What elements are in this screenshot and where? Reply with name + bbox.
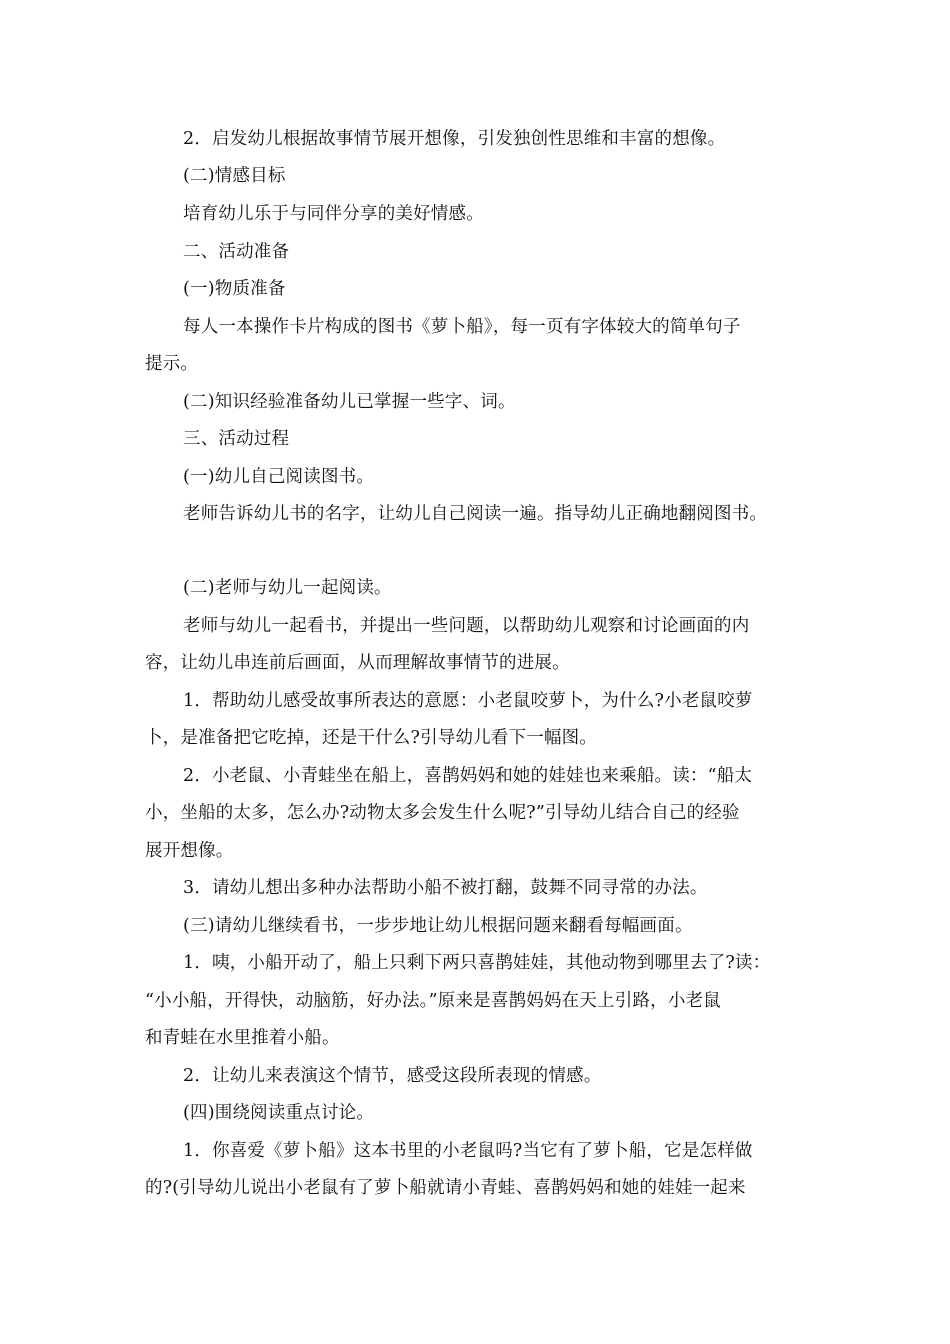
- paragraph-line: 2．让幼儿来表演这个情节，感受这段所表现的情感。: [183, 1066, 602, 1086]
- section-heading: (四)围绕阅读重点讨论。: [183, 1103, 375, 1123]
- paragraph-line: 容，让幼儿串连前后画面，从而理解故事情节的进展。: [145, 653, 570, 673]
- paragraph-line: 每人一本操作卡片构成的图书《萝卜船》，每一页有字体较大的简单句子: [183, 317, 741, 337]
- section-heading: (二)知识经验准备幼儿已掌握一些字、词。: [183, 392, 516, 412]
- section-heading: 二、活动准备: [183, 242, 290, 262]
- paragraph-line: 1．咦，小船开动了，船上只剩下两只喜鹊娃娃，其他动物到哪里去了?读：: [183, 953, 771, 973]
- paragraph-line: 1．你喜爱《萝卜船》这本书里的小老鼠吗?当它有了萝卜船，它是怎样做: [183, 1141, 753, 1161]
- paragraph-line: 卜，是准备把它吃掉，还是干什么?引导幼儿看下一幅图。: [145, 728, 598, 748]
- paragraph-line: 老师告诉幼儿书的名字，让幼儿自己阅读一遍。指导幼儿正确地翻阅图书。: [183, 504, 768, 524]
- section-heading: (一)幼儿自己阅读图书。: [183, 467, 375, 487]
- section-heading: (三)请幼儿继续看书，一步步地让幼儿根据问题来翻看每幅画面。: [183, 916, 693, 936]
- paragraph-line: 的?(引导幼儿说出小老鼠有了萝卜船就请小青蛙、喜鹊妈妈和她的娃娃一起来: [145, 1178, 746, 1198]
- paragraph-line: 展开想像。: [145, 841, 234, 861]
- section-heading: (二)老师与幼儿一起阅读。: [183, 578, 392, 598]
- paragraph-line: 和青蛙在水里推着小船。: [145, 1028, 340, 1048]
- paragraph-line: 1．帮助幼儿感受故事所表达的意愿：小老鼠咬萝卜，为什么?小老鼠咬萝: [183, 691, 753, 711]
- section-heading: (二)情感目标: [183, 166, 286, 186]
- paragraph-line: 老师与幼儿一起看书，并提出一些问题，以帮助幼儿观察和讨论画面的内: [183, 616, 750, 636]
- paragraph-line: “小小船，开得快，动脑筋，好办法。”原来是喜鹊妈妈在天上引路，小老鼠: [145, 991, 721, 1011]
- paragraph-line: 3．请幼儿想出多种办法帮助小船不被打翻，鼓舞不同寻常的办法。: [183, 878, 708, 898]
- paragraph-line: 2．小老鼠、小青蛙坐在船上，喜鹊妈妈和她的娃娃也来乘船。读：“船太: [183, 766, 753, 786]
- section-heading: 三、活动过程: [183, 429, 290, 449]
- section-heading: (一)物质准备: [183, 279, 286, 299]
- paragraph-line: 培育幼儿乐于与同伴分享的美好情感。: [183, 204, 484, 224]
- paragraph-line: 小，坐船的太多，怎么办?动物太多会发生什么呢?”引导幼儿结合自己的经验: [145, 803, 740, 823]
- paragraph-line: 提示。: [145, 354, 199, 374]
- paragraph-line: 2．启发幼儿根据故事情节展开想像，引发独创性思维和丰富的想像。: [183, 129, 726, 149]
